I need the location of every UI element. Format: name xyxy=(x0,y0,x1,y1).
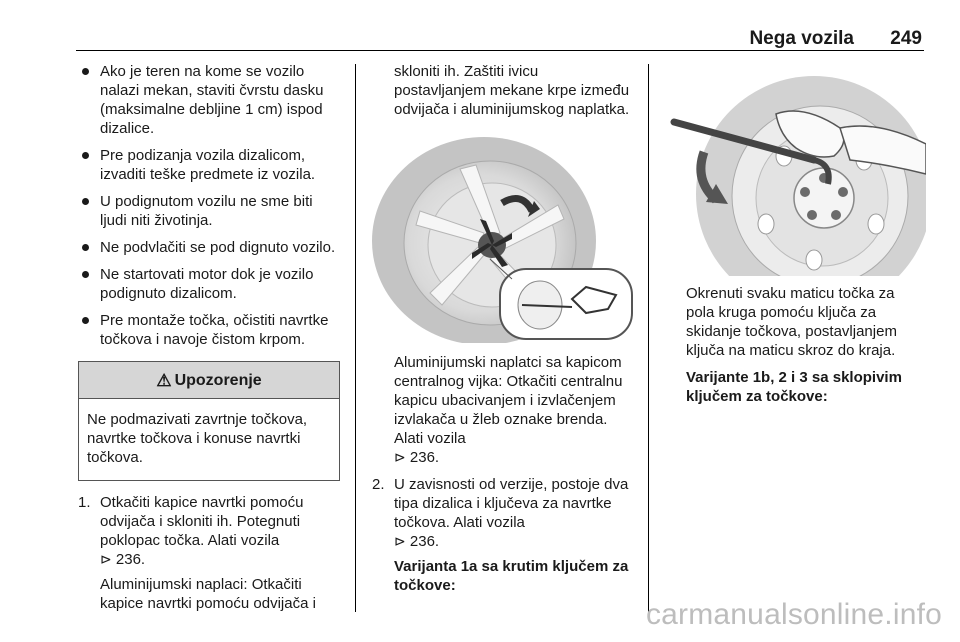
step-1 xyxy=(78,493,340,613)
variant-heading: Varijante 1b, 2 i 3 sa sklopivim ključem za točkove: xyxy=(686,369,902,405)
list-item: U podignutom vozilu ne sme biti ljudi niti životinja. xyxy=(78,192,340,230)
page-ref: 236. xyxy=(409,533,440,550)
warning-triangle-icon: ⚠ xyxy=(156,370,172,390)
page-header xyxy=(76,24,924,52)
page-ref: 236. xyxy=(409,449,440,466)
step-number: 1. xyxy=(78,494,91,511)
header-rule xyxy=(76,50,924,51)
column-1 xyxy=(78,62,340,613)
column-divider xyxy=(648,64,649,612)
variant-heading: Varijanta 1a sa krutim ključem za točkove: xyxy=(394,558,629,594)
column-2 xyxy=(372,62,634,595)
warning-header xyxy=(79,362,339,399)
steps-list xyxy=(372,475,634,595)
list-item: Ako je teren na kome se vozilo nalazi mekan, staviti čvrstu dasku (maksimalne debljine 1 cm) ispod dizalice. xyxy=(78,62,340,138)
warning-box xyxy=(78,361,340,481)
figure-caption: Okrenuti svaku maticu točka za pola kruga pomoću ključa za skidanje točkova, postavljanjem ključa na maticu skroz do kraja. xyxy=(686,285,897,359)
step-number: 2. xyxy=(372,476,385,493)
continued-text: skloniti ih. Zaštiti ivicu postavljanjem mekane krpe između odvijača i aluminijumskog naplatka. xyxy=(394,63,630,118)
watermark: carmanualsonline.info xyxy=(645,598,942,631)
warning-title: Upozorenje xyxy=(174,371,262,389)
precaution-list xyxy=(78,62,340,349)
step-2 xyxy=(372,475,634,595)
step-text: Otkačiti kapice navrtki pomoću odvijača i skloniti ih. Potegnuti poklopac točka. Alati vozila xyxy=(100,494,304,549)
step-subtext: Aluminijumski naplaci: Otkačiti kapice navrtki pomoću odvijača i xyxy=(100,576,316,612)
page-title: Nega vozila xyxy=(749,28,854,49)
page-ref: 236. xyxy=(115,551,146,568)
figure-caption: Aluminijumski naplatci sa kapicom centralnog vijka: Otkačiti centralnu kapicu ubacivanjem i izvlačenjem izvlakača u žleb oznake brenda. Alati vozila ⊳ 236. xyxy=(394,354,623,466)
warning-text: Ne podmazivati zavrtnje točkova, navrtke točkova i konuse navrtki točkova. xyxy=(87,411,308,466)
steps-list xyxy=(78,493,340,613)
column-divider xyxy=(355,64,356,612)
list-item: Ne startovati motor dok je vozilo podignuto dizalicom. xyxy=(78,265,340,303)
page-number: 249 xyxy=(890,28,922,49)
step-text: U zavisnosti od verzije, postoje dva tipa dizalica i ključeva za navrtke točkova. Alati vozila xyxy=(394,476,629,531)
alloy-wheel-illustration xyxy=(372,129,634,343)
page-ref-icon: ⊳ xyxy=(394,449,406,465)
page-ref-icon: ⊳ xyxy=(394,533,406,549)
list-item: Pre montaže točka, očistiti navrtke točkova i navoje čistom krpom. xyxy=(78,311,340,349)
list-item: Pre podizanja vozila dizalicom, izvaditi teške predmete iz vozila. xyxy=(78,146,340,184)
page-ref-icon: ⊳ xyxy=(100,551,112,567)
list-item: Ne podvlačiti se pod dignuto vozilo. xyxy=(78,238,340,257)
wheel-wrench-illustration xyxy=(664,64,926,276)
column-3 xyxy=(664,62,926,406)
